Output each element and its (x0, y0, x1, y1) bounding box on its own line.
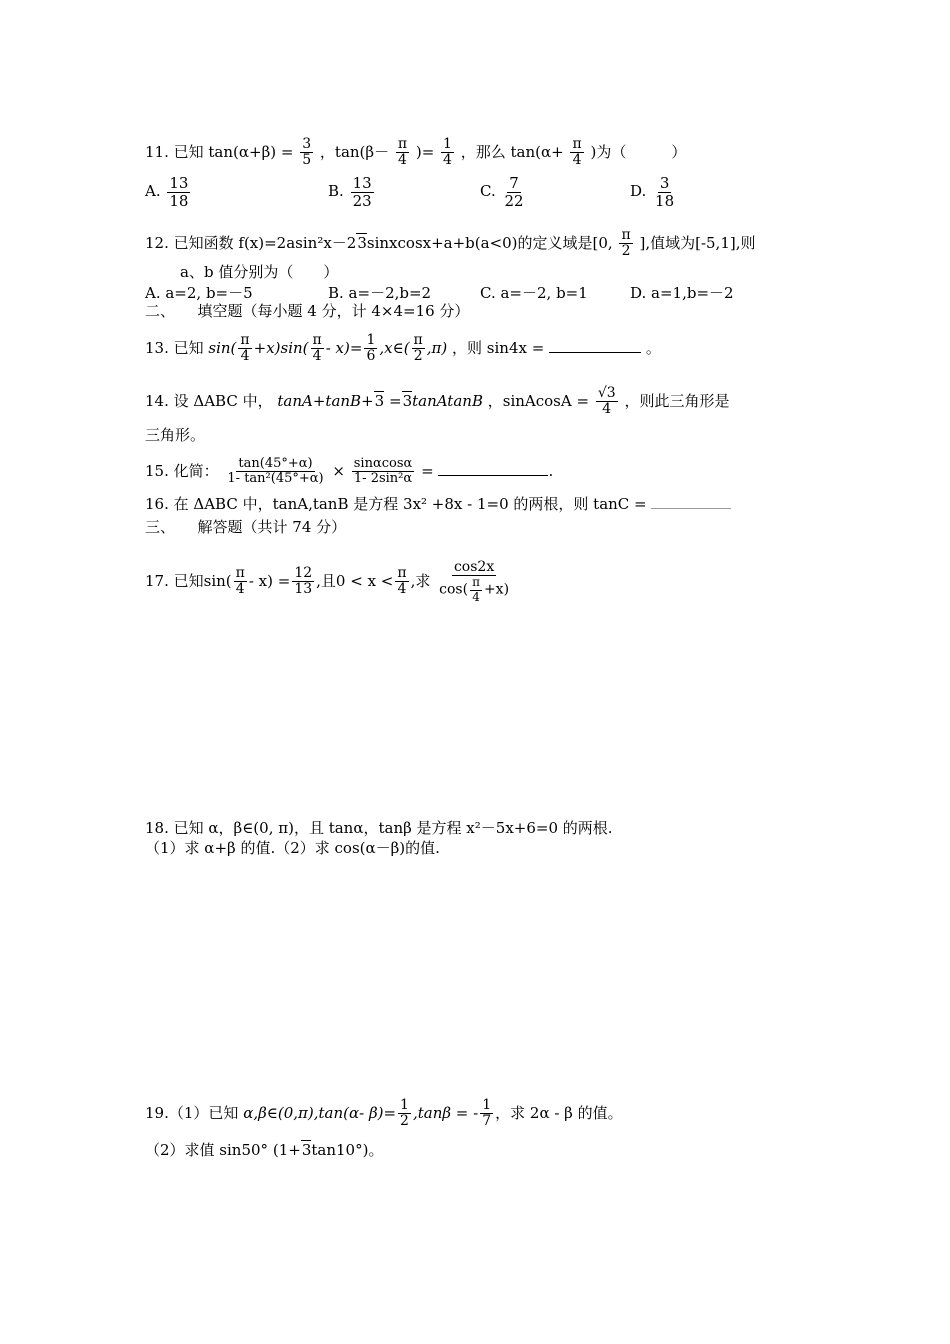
answer-blank[interactable] (438, 461, 548, 476)
answer-blank[interactable] (549, 338, 641, 353)
fraction: $\frac{\pi}{2}$ (621, 227, 631, 260)
q12-option-a: A. a=2, b=－5 (145, 284, 253, 302)
question-18-line2: （1）求 α+β 的值.（2）求 cos(α－β)的值. (145, 839, 440, 857)
question-16: 16. 在 ΔABC 中，tanA,tanB 是方程 3x² +8x - 1=0 的两根，则 tanC = (145, 494, 731, 514)
option-b: B. $\frac{13}{23}$ (328, 174, 372, 210)
q12-text: sinxcosx+a+b(a<0)的定义域是[0, (366, 233, 613, 252)
section-3-heading: 三、 解答题（共计 74 分） (145, 518, 347, 536)
answer-blank[interactable] (651, 494, 731, 509)
question-17: 17. 已知sin( $\frac{\pi}{4}$ - x) = $\frac{12}{13}$ ,且0 < x < $\frac{\pi}{4}$ ,求 cos2x cos( $\frac{\pi}{4}$ +x) (145, 559, 510, 604)
q12-option-b: B. a=－2,b=2 (328, 284, 432, 302)
sqrt: 3 (357, 233, 367, 252)
question-13: 13. 已知 sin( $\frac{\pi}{4}$ +x)sin( $\frac{\pi}{4}$ - x)= $\frac{1}{6}$ ,x∈( $\frac{\pi}{2}$ ,π) ，则 sin4x = 。 (145, 332, 661, 365)
question-11 (145, 137, 686, 169)
fraction: $\frac{\pi}{4}$ (397, 136, 408, 169)
question-14: 14. 设 ΔABC 中， tanA+tanB+3 =3tanAtanB ，sinAcosA = $\frac{√3}{4}$ ，则此三角形是 (145, 385, 730, 418)
question-19-part2: （2）求值 sin50° (1+3tan10°)。 (145, 1141, 384, 1159)
question-19: 19.（1）已知 α,β∈(0,π),tan(α- β)= $\frac{1}{2}$ ,tanβ = - $\frac{1}{7}$ ，求 2α - β 的值。 (145, 1097, 623, 1130)
q12-text: ],值域为[-5,1],则 (639, 233, 756, 252)
q14-line2: 三角形。 (145, 426, 206, 444)
q11-text: ，tan(β－ (319, 142, 390, 161)
question-15: 15. 化简： $\frac{\tan(45^\circ+\alpha)}{\text{1- tan²(45°+α)}}$ × $\frac{\sin\alpha\cos\alpha}{\text{1- 2sin²α}}$ = . (145, 456, 554, 487)
option-d: D. $\frac{3}{18}$ (630, 174, 675, 210)
q11-text: )为（ ） (590, 142, 687, 161)
q11-lead: 11. 已知 tan(α+β) = (145, 142, 294, 161)
q11-text: ，那么 tan(α+ (460, 142, 564, 161)
q12-text: 12. 已知函数 f(x)=2asin²x－2 (145, 233, 357, 252)
q12-option-c: C. a=－2, b=1 (480, 284, 588, 302)
fraction: $\frac{1}{4}$ (443, 136, 452, 169)
option-c: C. $\frac{7}{22}$ (480, 174, 524, 210)
q12-line2: a、b 值分别为（ ） (180, 263, 339, 281)
q12-option-d: D. a=1,b=－2 (630, 284, 734, 302)
fraction: $\frac{\pi}{4}$ (572, 136, 582, 169)
question-12 (145, 228, 756, 260)
option-a: A. $\frac{13}{18}$ (145, 174, 189, 210)
fraction: $\frac{3}{5}$ (302, 136, 312, 169)
section-2-heading: 二、 填空题（每小题 4 分，计 4×4=16 分） (145, 302, 470, 320)
q11-text: )= (415, 142, 435, 161)
question-18-line1: 18. 已知 α，β∈(0, π)，且 tanα，tanβ 是方程 x²－5x+6=0 的两根. (145, 819, 613, 837)
